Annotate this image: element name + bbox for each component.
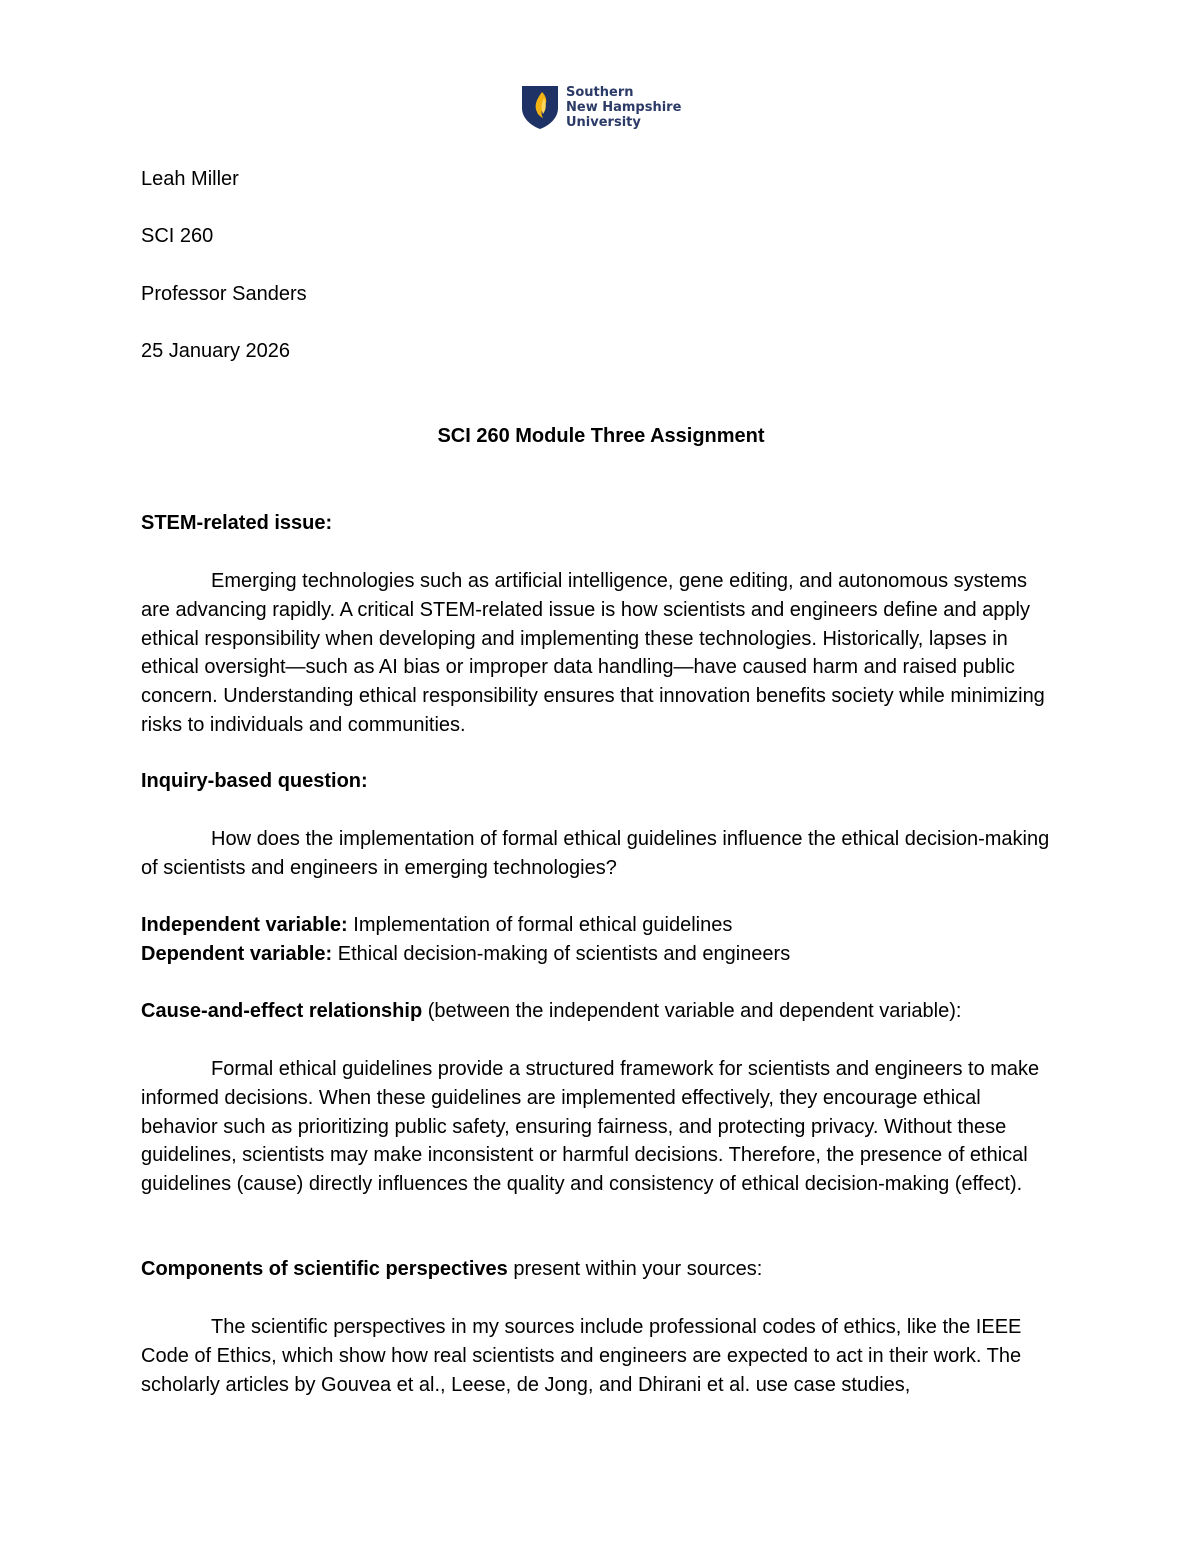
dependent-variable-label: Dependent variable: [141, 943, 333, 965]
document-title: SCI 260 Module Three Assignment [437, 425, 765, 447]
components-paragraph: The scientific perspectives in my sources include professional codes of ethics, like the IEEE Code of Ethics, which show how real scientists and engineers are expected to act in their work. The scholarly articles by Gouvea et al., Leese, de Jong, and Dhirani et al. use case studies, [141, 1316, 1022, 1396]
logo-wordmark [566, 85, 681, 130]
independent-variable-label: Independent variable: [141, 914, 348, 936]
cause-effect-heading-suffix: (between the independent variable and dependent variable): [422, 1000, 962, 1022]
inquiry-paragraph: How does the implementation of formal ethical guidelines influence the ethical decision-making of scientists and engineers in emerging technologies? [141, 828, 1050, 879]
logo-line-2: New Hampshire [566, 99, 682, 115]
professor-name: Professor Sanders [141, 283, 307, 305]
components-heading: Components of scientific perspectives [141, 1258, 508, 1280]
cause-effect-paragraph: Formal ethical guidelines provide a structured framework for scientists and engineers to make informed decisions. When these guidelines are implemented effectively, they encourage ethical behavior such as prioritizing public safety, ensuring fairness, and protecting privacy. Without these guidelines, scientists may make inconsistent or harmful decisions. Therefore, the presence of ethical guidelines (cause) directly influences the quality and consistency of ethical decision-making (effect). [141, 1058, 1040, 1196]
independent-variable-line [141, 911, 732, 940]
independent-variable-value: Implementation of formal ethical guidelines [347, 914, 733, 936]
cause-effect-heading: Cause-and-effect relationship [141, 1000, 423, 1022]
components-heading-line [141, 1255, 762, 1284]
logo-line-3: University [566, 114, 641, 130]
course-code: SCI 260 [141, 225, 214, 247]
inquiry-heading: Inquiry-based question: [141, 770, 368, 792]
shield-flame-icon [520, 84, 560, 130]
submission-date: 25 January 2026 [141, 340, 291, 362]
university-logo [520, 84, 681, 130]
stem-issue-paragraph: Emerging technologies such as artificial intelligence, gene editing, and autonomous systems are advancing rapidly. A critical STEM-related issue is how scientists and engineers define and apply ethical responsibility when developing and implementing these technologies. Historically, lapses in ethical oversight—such as AI bias or improper data handling—have caused harm and raised public concern. Understanding ethical responsibility ensures that innovation benefits society while minimizing risks to individuals and communities. [141, 570, 1045, 736]
logo-line-1: Southern [566, 84, 634, 100]
stem-issue-heading: STEM-related issue: [141, 512, 333, 534]
components-heading-suffix: present within your sources: [507, 1258, 763, 1280]
dependent-variable-value: Ethical decision-making of scientists and engineers [332, 943, 791, 965]
dependent-variable-line [141, 940, 790, 969]
cause-effect-heading-line [141, 997, 961, 1026]
student-name: Leah Miller [141, 168, 239, 190]
